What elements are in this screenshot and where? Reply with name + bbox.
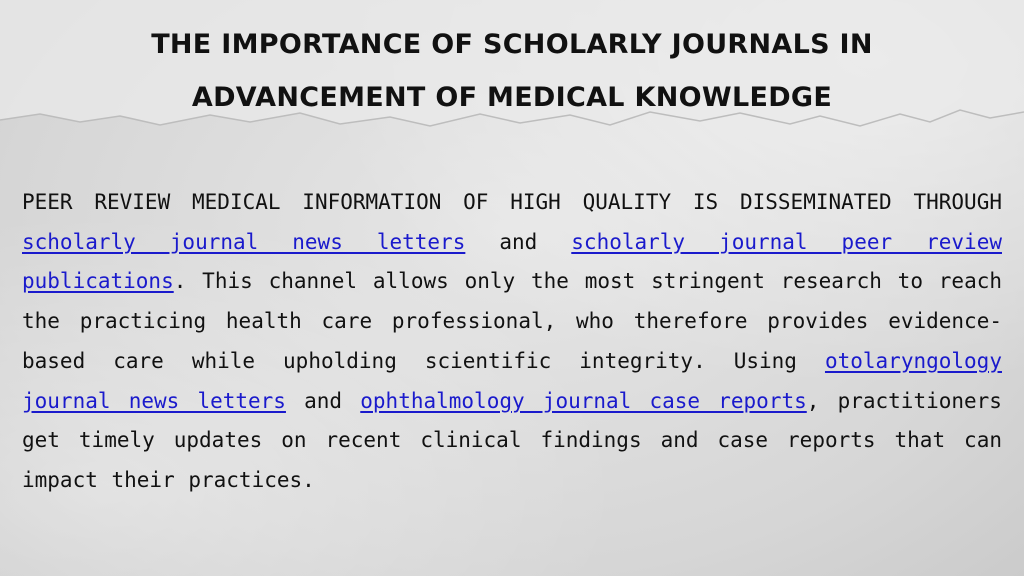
link-scholarly-journal-peer-review-publications[interactable]: scholarly journal peer review publications — [22, 229, 1002, 294]
conjunction-and-1: and — [499, 229, 538, 254]
paragraph-middle: . This channel allows only the most stringent research to reach the practicing health care professional, who therefore provides evidence-based care while upholding scientific integrity. Using — [22, 269, 1002, 373]
link-scholarly-journal-news-letters[interactable]: scholarly journal news letters — [22, 229, 466, 254]
link-otolaryngology-journal-news-letters[interactable]: otolaryngology journal news letters — [22, 348, 1002, 413]
page-title: THE IMPORTANCE OF SCHOLARLY JOURNALS IN ADVANCEMENT OF MEDICAL KNOWLEDGE — [151, 29, 873, 113]
conjunction-and-2: and — [304, 388, 343, 413]
body-paragraph — [22, 183, 1002, 501]
paragraph-ending: , practitioners get timely updates on recent clinical findings and case reports that can impact their practices. — [22, 388, 1002, 492]
paragraph-lead: PEER REVIEW MEDICAL INFORMATION OF HIGH QUALITY IS DISSEMINATED THROUGH — [22, 190, 1002, 214]
link-ophthalmology-journal-case-reports[interactable]: ophthalmology journal case reports — [360, 388, 807, 413]
